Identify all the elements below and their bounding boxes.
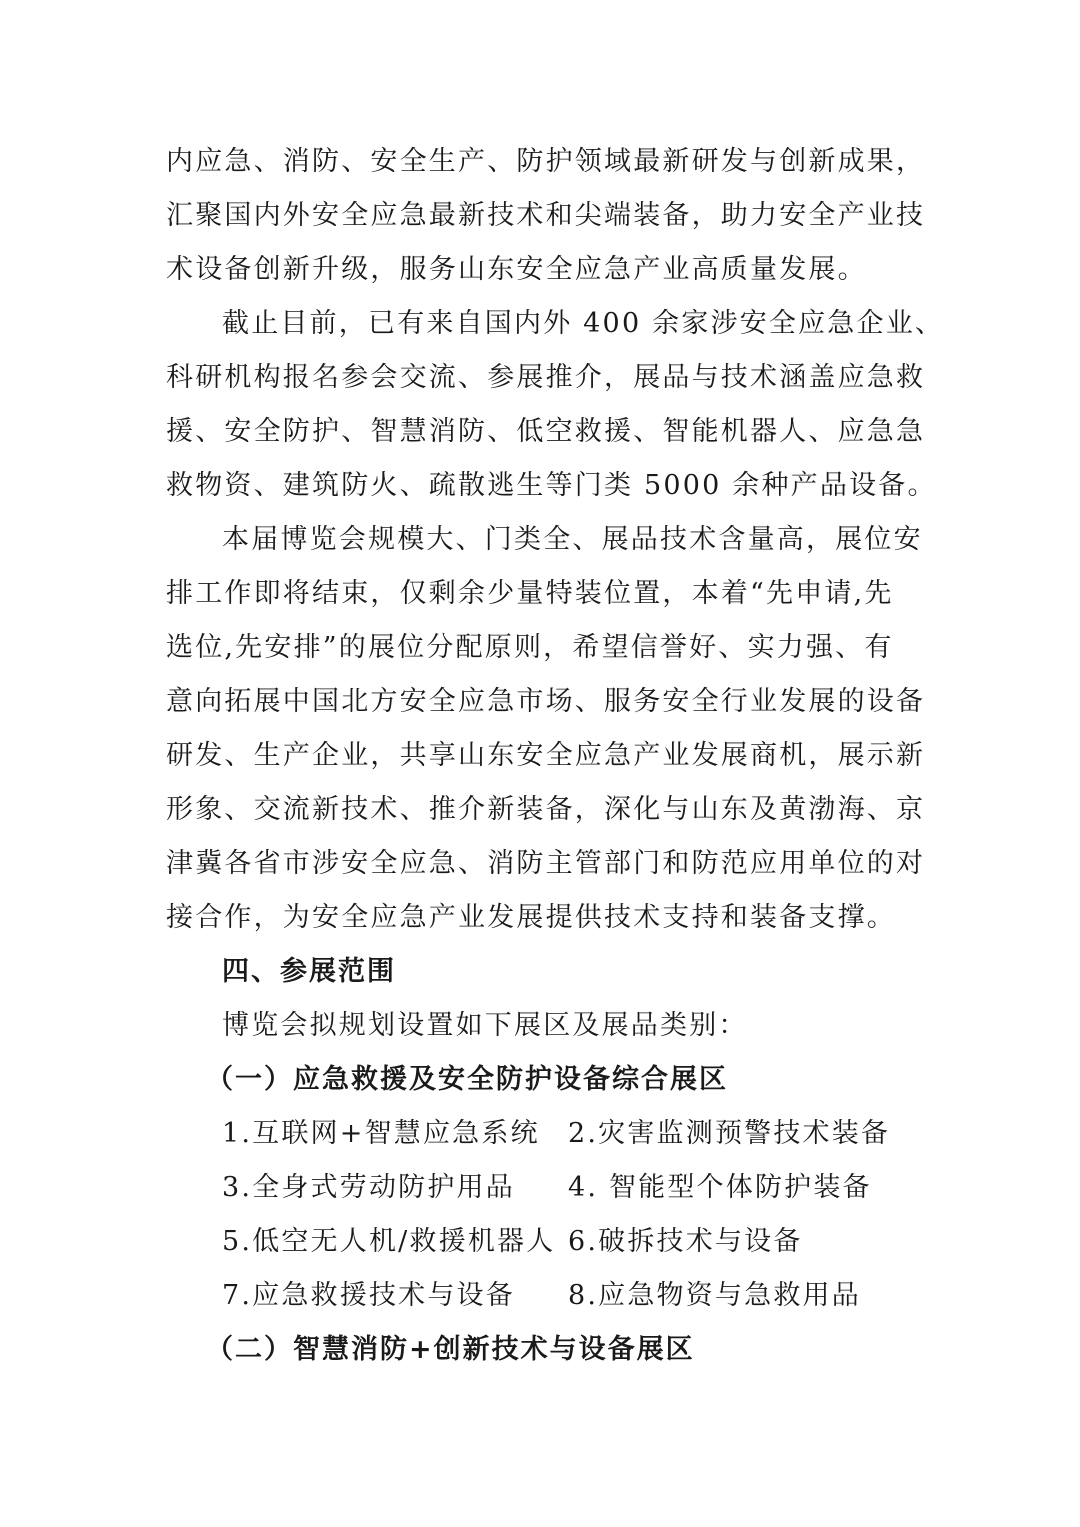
- text-line: 意向拓展中国北方安全应急市场、服务安全行业发展的设备: [166, 686, 926, 717]
- zone-title: （二）智慧消防+创新技术与设备展区: [206, 1334, 695, 1365]
- item-row: [166, 1215, 918, 1269]
- text-line: 救物资、建筑防火、疏散逃生等门类 5000 余种产品设备。: [166, 470, 937, 501]
- list-item: 3.全身式劳动防护用品: [222, 1172, 515, 1203]
- item-row: [166, 1161, 918, 1215]
- list-item: 8.应急物资与急救用品: [568, 1280, 861, 1311]
- document-page: [166, 135, 945, 1377]
- item-row: [166, 1107, 918, 1161]
- list-item: 7.应急救援技术与设备: [222, 1280, 515, 1311]
- text-line: 接合作，为安全应急产业发展提供技术支持和装备支撑。: [166, 902, 896, 933]
- text-line: 研发、生产企业，共享山东安全应急产业发展商机，展示新: [166, 740, 926, 771]
- list-item: 6.破拆技术与设备: [568, 1226, 803, 1257]
- list-item: 1.互联网+智慧应急系统: [222, 1118, 540, 1149]
- list-item: 5.低空无人机/救援机器人: [222, 1226, 556, 1257]
- text-line: 本届博览会规模大、门类全、展品技术含量高，展位安: [222, 524, 923, 555]
- text-line: 科研机构报名参会交流、参展推介，展品与技术涵盖应急救: [166, 362, 926, 393]
- text-line: 援、安全防护、智慧消防、低空救援、智能机器人、应急急: [166, 416, 926, 447]
- text-line: 截止目前，已有来自国内外 400 余家涉安全应急企业、: [222, 308, 945, 339]
- zone-smart-fire: [166, 1323, 918, 1377]
- text-line: 选位,先安排”的展位分配原则，希望信誉好、实力强、有: [166, 632, 894, 663]
- text-line: 排工作即将结束，仅剩余少量特装位置，本着“先申请,先: [166, 578, 894, 609]
- zone-title: （一）应急救援及安全防护设备综合展区: [206, 1064, 728, 1095]
- section-heading: 四、参展范围: [222, 956, 396, 987]
- list-item: 4. 智能型个体防护装备: [568, 1172, 872, 1203]
- paragraph-booth-arrangement: [166, 513, 926, 945]
- paragraph-innovation: [166, 135, 926, 297]
- section-exhibition-scope: [166, 945, 918, 1377]
- item-row: [166, 1269, 918, 1323]
- zone-emergency-rescue: [166, 1053, 918, 1323]
- text-line: 术设备创新升级，服务山东安全应急产业高质量发展。: [166, 254, 867, 285]
- text-line: 内应急、消防、安全生产、防护领域最新研发与创新成果，: [166, 146, 926, 177]
- text-line: 汇聚国内外安全应急最新技术和尖端装备，助力安全产业技: [166, 200, 926, 231]
- section-intro: 博览会拟规划设置如下展区及展品类别：: [222, 1010, 748, 1041]
- text-line: 形象、交流新技术、推介新装备，深化与山东及黄渤海、京: [166, 794, 926, 825]
- list-item: 2.灾害监测预警技术装备: [568, 1118, 891, 1149]
- paragraph-exhibitors: [166, 297, 945, 513]
- text-line: 津冀各省市涉安全应急、消防主管部门和防范应用单位的对: [166, 848, 926, 879]
